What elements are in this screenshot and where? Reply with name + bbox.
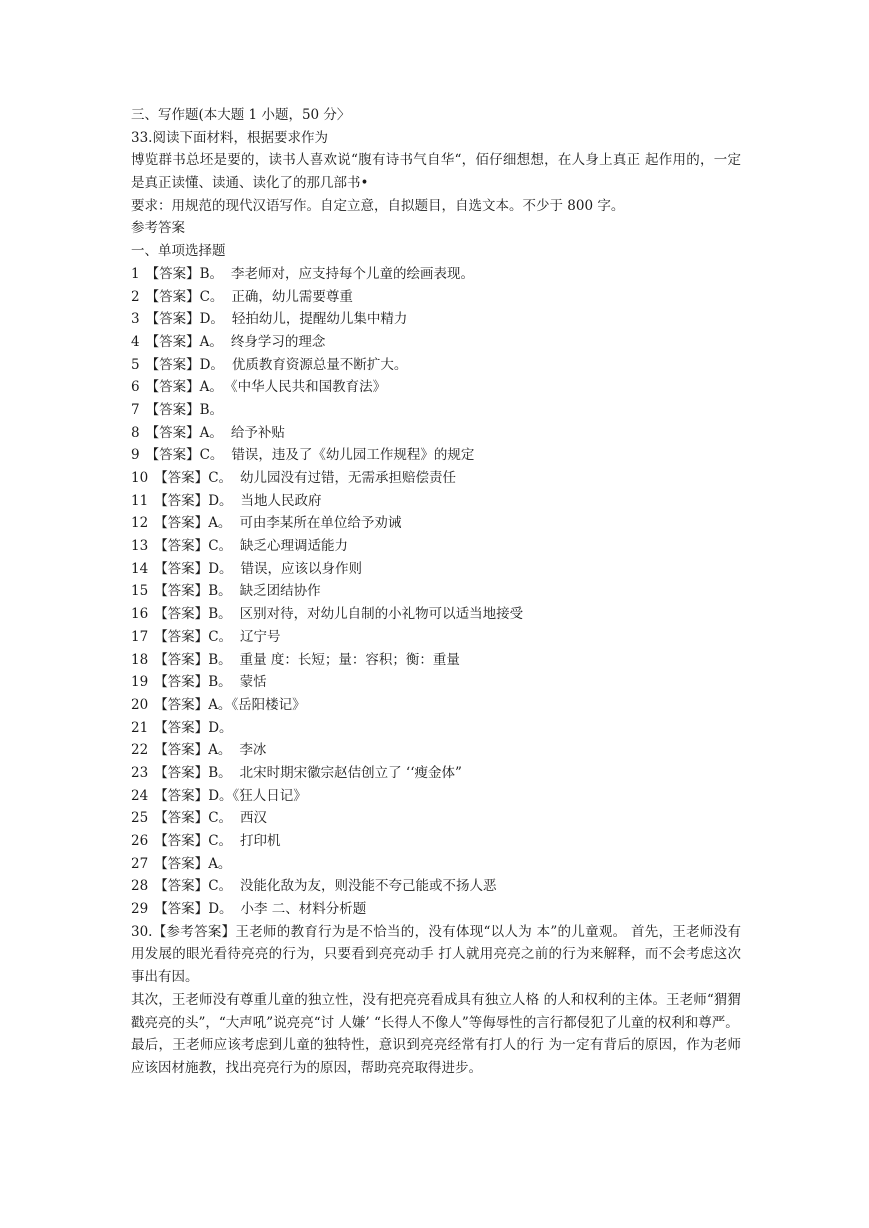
answer-letter: B。 bbox=[208, 606, 232, 623]
answer-number: 11 bbox=[131, 492, 149, 509]
answer-row bbox=[131, 853, 741, 876]
answer-letter: B。 bbox=[208, 583, 232, 600]
answer-tag: 【答案】 bbox=[154, 674, 209, 691]
answer-text: 当地人民政府 bbox=[240, 492, 322, 509]
answer-row bbox=[131, 535, 741, 558]
answer-letter: B。 bbox=[208, 764, 232, 781]
answer-letter: A。 bbox=[208, 742, 232, 759]
answer-number: 1 bbox=[131, 265, 140, 282]
answer-text: 轻拍幼儿，提醒幼儿集中精力 bbox=[231, 311, 408, 328]
answer-row bbox=[131, 762, 741, 785]
q30-paragraph-1: 30.【参考答案】王老师的教育行为是不恰当的，没有体现“以人为 本”的儿童观。 首先，王老师没有用发展的眼光看待亮亮的行为，只要看到亮亮动手 打人就用亮亮之前的行为来解释，而不会考虑这次事出有因。 bbox=[131, 923, 741, 986]
answer-number: 10 bbox=[131, 470, 149, 487]
answer-number: 5 bbox=[131, 356, 140, 373]
answer-row bbox=[131, 444, 741, 467]
answer-tag: 【答案】 bbox=[154, 628, 209, 645]
answer-list bbox=[131, 263, 741, 921]
answer-number: 22 bbox=[131, 742, 149, 759]
answer-letter: C。 bbox=[208, 538, 233, 555]
document-page bbox=[131, 104, 741, 1080]
answer-text: 缺乏团结协作 bbox=[239, 583, 321, 600]
answer-tag: 【答案】 bbox=[154, 515, 209, 532]
q30-paragraph-3: 最后，王老师应该考虑到儿童的独特性，意识到亮亮经常有打人的行 为一定有背后的原因，作为老师应该因材施教，找出亮亮行为的原因，帮助亮亮取得进步。 bbox=[131, 1037, 741, 1076]
reference-heading: 参考答案 bbox=[131, 220, 185, 237]
answer-number: 7 bbox=[131, 401, 140, 418]
answer-tag: 【答案】 bbox=[154, 560, 209, 577]
answer-text: 给予补贴 bbox=[230, 424, 285, 441]
answer-row bbox=[131, 694, 741, 717]
answer-text: 李老师对，应支持每个儿童的绘画表现。 bbox=[231, 265, 475, 282]
answer-tag: 【答案】 bbox=[154, 787, 209, 804]
answer-row bbox=[131, 626, 741, 649]
answer-text: 没能化敌为友，则没能不夸己能或不扬人恶 bbox=[240, 878, 497, 895]
answer-letter: C。 bbox=[208, 833, 233, 850]
answer-letter: A。 bbox=[199, 333, 223, 350]
answer-number: 3 bbox=[131, 311, 140, 328]
q33-prompt: 33.阅读下面材料，根据要求作为 bbox=[131, 129, 328, 146]
q33-material: 博览群书总坯是要的，读书人喜欢说“腹有诗书气自华“，佰仔细想想，在人身上真正 起作用的，一定是真正读懂、读通、读化了的那几部书• bbox=[131, 152, 741, 192]
answer-tag: 【答案】 bbox=[154, 606, 209, 623]
answer-letter: C。 bbox=[208, 878, 233, 895]
answer-row bbox=[131, 490, 741, 513]
answer-row bbox=[131, 399, 741, 422]
answer-number: 14 bbox=[131, 560, 149, 577]
answer-number: 9 bbox=[131, 447, 140, 464]
answer-number: 26 bbox=[131, 833, 149, 850]
answer-row bbox=[131, 830, 741, 853]
answer-row bbox=[131, 467, 741, 490]
answer-text: 《岳阳楼记》 bbox=[231, 696, 306, 713]
answer-tag: 【答案】 bbox=[145, 333, 200, 350]
answer-row bbox=[131, 263, 741, 286]
answer-row bbox=[131, 717, 741, 740]
answer-tag: 【答案】 bbox=[145, 379, 200, 396]
answer-text: 李冰 bbox=[239, 742, 267, 759]
answer-number: 17 bbox=[131, 628, 149, 645]
answer-row bbox=[131, 558, 741, 581]
answer-row bbox=[131, 286, 741, 309]
answer-row bbox=[131, 785, 741, 808]
answer-row bbox=[131, 512, 741, 535]
answer-text: 西汉 bbox=[240, 810, 268, 827]
answer-letter: A。 bbox=[199, 424, 223, 441]
answer-letter: C。 bbox=[199, 447, 224, 464]
answer-text: 重量 度：长短；量：容积；衡：重量 bbox=[239, 651, 460, 668]
answer-tag: 【答案】 bbox=[154, 719, 209, 736]
answer-letter: C。 bbox=[208, 810, 233, 827]
answer-row bbox=[131, 580, 741, 603]
answer-number: 18 bbox=[131, 651, 149, 668]
answer-text: 区别对待，对幼儿自制的小礼物可以适当地接受 bbox=[239, 606, 524, 623]
answer-number: 29 bbox=[131, 901, 149, 918]
answer-tag: 【答案】 bbox=[145, 356, 200, 373]
answer-number: 23 bbox=[131, 764, 149, 781]
answer-text: 缺乏心理调适能力 bbox=[240, 538, 349, 555]
answer-text: 辽宁号 bbox=[240, 628, 281, 645]
answer-tag: 【答案】 bbox=[154, 492, 209, 509]
answer-letter: A。 bbox=[208, 515, 232, 532]
answer-letter: D。 bbox=[208, 492, 233, 509]
answer-row bbox=[131, 739, 741, 762]
answer-text: 优质教育资源总量不断扩大。 bbox=[231, 356, 408, 373]
answer-row bbox=[131, 898, 741, 921]
answer-text: 可由李某所在单位给予劝诫 bbox=[239, 515, 402, 532]
answer-row bbox=[131, 354, 741, 377]
answer-tag: 【答案】 bbox=[154, 651, 209, 668]
answer-text: 终身学习的理念 bbox=[230, 333, 326, 350]
answer-letter: D。 bbox=[208, 719, 233, 736]
answer-tag: 【答案】 bbox=[154, 696, 209, 713]
answer-row bbox=[131, 308, 741, 331]
answer-tag: 【答案】 bbox=[145, 424, 200, 441]
answer-tag: 【答案】 bbox=[154, 833, 209, 850]
answer-text: 《狂人日记》 bbox=[232, 787, 307, 804]
answer-number: 20 bbox=[131, 696, 149, 713]
answer-text: 《中华人民共和国教育法》 bbox=[230, 379, 387, 396]
answer-letter: D。 bbox=[199, 356, 224, 373]
answer-letter: A。 bbox=[208, 696, 232, 713]
answer-letter: B。 bbox=[208, 651, 232, 668]
answer-letter: D。 bbox=[208, 901, 233, 918]
answer-tag: 【答案】 bbox=[154, 855, 209, 872]
answer-text: 错误，应该以身作则 bbox=[240, 560, 363, 577]
answer-text: 幼儿园没有过错，无需承担赔偿责任 bbox=[240, 470, 457, 487]
answer-letter: A。 bbox=[208, 855, 232, 872]
answer-number: 6 bbox=[131, 379, 140, 396]
answer-tag: 【答案】 bbox=[154, 538, 209, 555]
section1-heading: 一、单项选择题 bbox=[131, 243, 226, 260]
answer-number: 8 bbox=[131, 424, 140, 441]
answer-letter: C。 bbox=[208, 470, 233, 487]
q30-paragraph-2: 其次，王老师没有尊重儿童的独立性，没有把亮亮看成具有独立人格 的人和权利的主体。王老师“猬猬戳亮亮的头”，“大声吼”说亮亮“讨 人嫌’ “长得人不像人”等侮辱性的言行都侵犯了儿童的权利和尊严。 bbox=[131, 991, 741, 1031]
answer-number: 19 bbox=[131, 674, 149, 691]
answer-tag: 【答案】 bbox=[145, 288, 200, 305]
answer-row bbox=[131, 376, 741, 399]
answer-number: 16 bbox=[131, 606, 149, 623]
answer-text: 蒙恬 bbox=[239, 674, 267, 691]
answer-letter: A。 bbox=[199, 379, 223, 396]
answer-number: 28 bbox=[131, 878, 149, 895]
answer-row bbox=[131, 671, 741, 694]
answer-row bbox=[131, 331, 741, 354]
answer-row bbox=[131, 422, 741, 445]
answer-tag: 【答案】 bbox=[154, 583, 209, 600]
answer-number: 25 bbox=[131, 810, 149, 827]
answer-number: 13 bbox=[131, 538, 149, 555]
answer-tag: 【答案】 bbox=[145, 401, 200, 418]
answer-tag: 【答案】 bbox=[154, 810, 209, 827]
answer-number: 24 bbox=[131, 787, 149, 804]
answer-tag: 【答案】 bbox=[154, 878, 209, 895]
answer-row bbox=[131, 807, 741, 830]
answer-number: 27 bbox=[131, 855, 149, 872]
answer-tag: 【答案】 bbox=[154, 470, 209, 487]
answer-text: 小李 二、材料分析题 bbox=[240, 901, 367, 918]
answer-tag: 【答案】 bbox=[145, 311, 200, 328]
answer-tag: 【答案】 bbox=[154, 901, 209, 918]
answer-tag: 【答案】 bbox=[145, 265, 200, 282]
answer-letter: D。 bbox=[208, 560, 233, 577]
answer-number: 4 bbox=[131, 333, 140, 350]
answer-row bbox=[131, 603, 741, 626]
answer-letter: C。 bbox=[208, 628, 233, 645]
answer-number: 21 bbox=[131, 719, 149, 736]
answer-letter: D。 bbox=[208, 787, 233, 804]
q33-requirement: 要求：用规范的现代汉语写作。自定立意，自拟题目，自选文本。不少于 800 字。 bbox=[131, 197, 625, 214]
answer-tag: 【答案】 bbox=[154, 742, 209, 759]
answer-number: 15 bbox=[131, 583, 149, 600]
answer-letter: C。 bbox=[199, 288, 224, 305]
answer-text: 北宋时期宋徽宗赵佶创立了 ‘‘瘦金体” bbox=[239, 764, 462, 781]
answer-tag: 【答案】 bbox=[145, 447, 200, 464]
section3-heading: 三、写作题(本大题 1 小题，50 分〉 bbox=[131, 107, 351, 123]
answer-row bbox=[131, 649, 741, 672]
answer-text: 打印机 bbox=[240, 833, 281, 850]
answer-letter: B。 bbox=[199, 401, 224, 418]
answer-number: 2 bbox=[131, 288, 140, 305]
answer-text: 正确，幼儿需要尊重 bbox=[231, 288, 353, 305]
answer-letter: B。 bbox=[199, 265, 224, 282]
answer-tag: 【答案】 bbox=[154, 764, 209, 781]
answer-text: 错误，违及了《幼儿园工作规程》的规定 bbox=[231, 447, 475, 464]
answer-number: 12 bbox=[131, 515, 149, 532]
answer-letter: B。 bbox=[208, 674, 232, 691]
answer-row bbox=[131, 875, 741, 898]
answer-letter: D。 bbox=[199, 311, 224, 328]
